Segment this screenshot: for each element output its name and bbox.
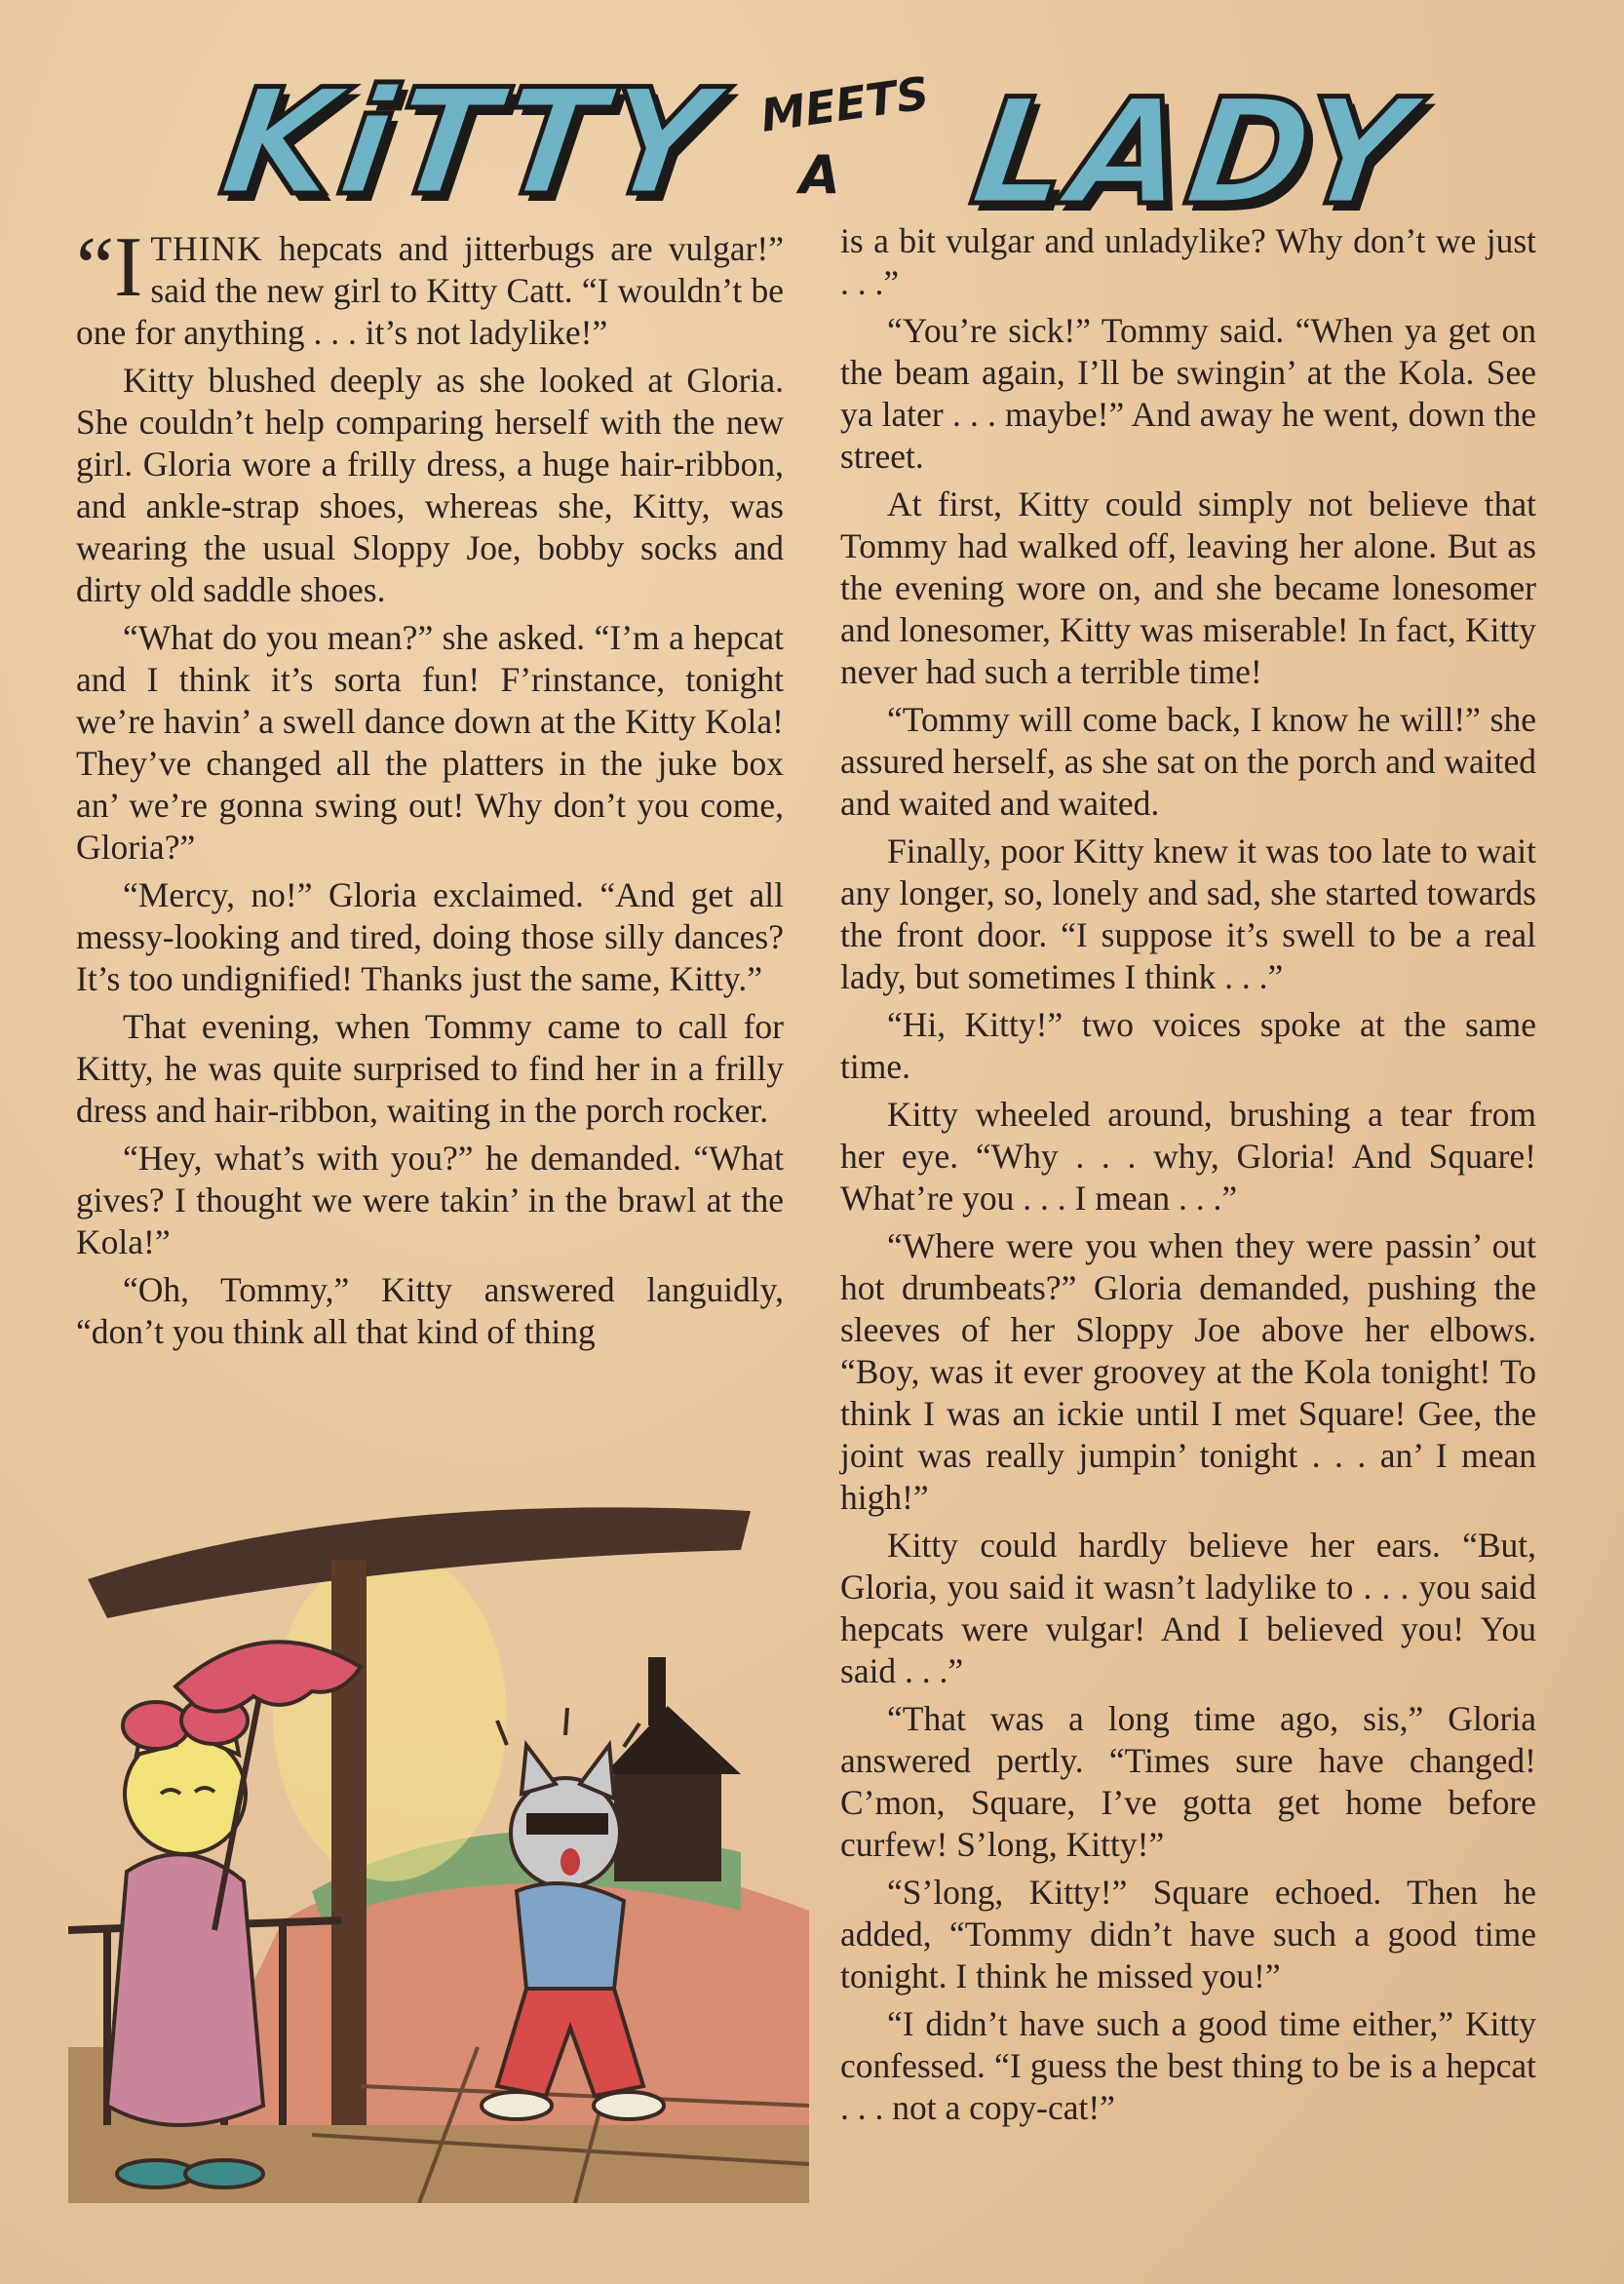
story-illustration [68,1501,809,2203]
porch-post [331,1560,367,2125]
lamp-glow [273,1550,507,1881]
paragraph: “Oh, Tommy,” Kitty answered languidly, “don’t you think all that kind of thing [76,1270,784,1351]
title-word-lady: LADY [962,68,1425,238]
drop-cap: “I [76,220,143,315]
paragraph: “You’re sick!” Tommy said. “When ya get on the beam again, I’ll be swingin’ at the Kola. See ya later . . . maybe!” And away he went, down the street. [840,311,1536,476]
paragraph: “I didn’t have such a good time either,” Kitty confessed. “I guess the best thing to be is a hepcat . . . not a copy-cat!” [840,2004,1536,2127]
paragraph: “Tommy will come back, I know he will!” she assured herself, as she sat on the porch and waited and waited and waited. [840,700,1536,823]
lead-word: THINK [150,229,263,268]
paragraph: Kitty blushed deeply as she looked at Gloria. She couldn’t help comparing herself with the new girl. Gloria wore a frilly dress, a huge hair-ribbon, and ankle-strap shoes, whereas she, Kitty, was wearing the usual Sloppy Joe, bobby socks and dirty old saddle shoes. [76,361,784,609]
distant-house [604,1657,741,1881]
left-text-column [76,220,784,1359]
paragraph: “S’long, Kitty!” Square echoed. Then he added, “Tommy didn’t have such a good time tonight. I think he missed you!” [840,1873,1536,1995]
paragraph [76,220,784,354]
paragraph: Kitty could hardly believe her ears. “But, Gloria, you said it wasn’t ladylike to . . . you said hepcats were vulgar! And I believed you! You said . . .” [840,1526,1536,1690]
paragraph: “Mercy, no!” Gloria exclaimed. “And get all messy-looking and tired, doing those silly dances? It’s too undignified! Thanks just the same, Kitty.” [76,875,784,998]
paragraph: Finally, poor Kitty knew it was too late to wait any longer, so, lonely and sad, she started towards the front door. “I suppose it’s swell to be a real lady, but sometimes I think . . .” [840,832,1536,996]
paragraph: “Where were you when they were passin’ out hot drumbeats?” Gloria demanded, pushing the sleeves of her Sloppy Joe above her elbows. “Boy, was it ever groovey at the Kola tonight! To think I was an ickie until I met Square! Gee, the joint was really jumpin’ tonight . . . an’ I mean high!” [840,1226,1536,1517]
paragraph: Kitty wheeled around, brushing a tear from her eye. “Why . . . why, Gloria! And Square! What’re you . . . I mean . . .” [840,1095,1536,1218]
title-word-meets: MEETS [757,66,933,142]
title-word-kitty: KiTTY [212,58,728,228]
paragraph: At first, Kitty could simply not believe that Tommy had walked off, leaving her alone. But as the evening wore on, and she became lonesomer and lonesomer, Kitty was miserable! In fact, Kitty never had such a terrible time! [840,484,1536,691]
paragraph: is a bit vulgar and unladylike? Why don’t we just . . .” [840,221,1536,302]
paragraph: “Hey, what’s with you?” he demanded. “What gives? I thought we were takin’ in the brawl at the Kola!” [76,1139,784,1261]
paragraph: “Hi, Kitty!” two voices spoke at the same time. [840,1005,1536,1086]
story-title [195,58,1462,244]
paragraph: “What do you mean?” she asked. “I’m a hepcat and I think it’s sorta fun! F’rinstance, tonight we’re havin’ a swell dance down at the Kitty Kola! They’ve changed all the platters in the juke box an’ we’re gonna swing out! Why don’t you come, Gloria?” [76,618,784,867]
right-text-column [840,220,1536,2135]
paragraph: “That was a long time ago, sis,” Gloria answered pertly. “Times sure have changed! C’mon, Square, I’ve gotta get home before curfew! S’long, Kitty!” [840,1699,1536,1864]
title-word-a: A [799,144,840,206]
gloria-character [107,1697,263,2187]
paragraph-text: hepcats and jitterbugs are vulgar!” said the new girl to Kitty Catt. “I wouldn’t be one for anything . . . it’s not ladylike!” [76,229,784,352]
paragraph: That evening, when Tommy came to call for Kitty, he was quite surprised to find her in a frilly dress and hair-ribbon, waiting in the porch rocker. [76,1007,784,1130]
